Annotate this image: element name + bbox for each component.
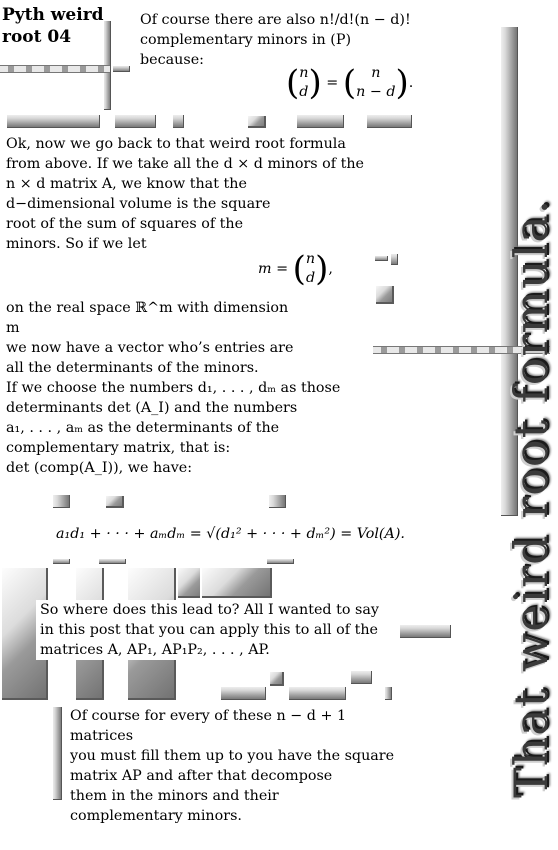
decor-bar (395, 624, 451, 638)
decor-bar (384, 686, 392, 700)
binom-bottom-left: d (299, 84, 309, 100)
decor-bar (112, 65, 130, 72)
decor-bar (52, 558, 70, 564)
decor-bar (98, 558, 126, 564)
decor-block (374, 284, 394, 304)
decor-bar (172, 114, 184, 128)
decor-bar (220, 686, 266, 700)
m-definition: m = (n d), (258, 249, 333, 289)
decor-bar (52, 706, 62, 800)
decor-block (200, 566, 272, 598)
m-tail: , (328, 261, 333, 277)
decor-bar (114, 114, 156, 128)
binom-top-right: n (371, 65, 381, 81)
post-title: Pyth weird root 04 (2, 5, 104, 47)
decor-bar (288, 686, 346, 700)
decor-bar (350, 670, 372, 684)
decor-bar (268, 494, 286, 508)
decor-block (268, 670, 284, 686)
decor-bar (366, 114, 412, 128)
paragraph-determinants: If we choose the numbers d₁, . . . , dₘ as those determinants det (A_I) and the numbers a₁, . . . , aₘ as the determinants of the complementary matrix, that is: det (comp(A_I)), we have: (6, 378, 346, 478)
decor-bar (6, 114, 100, 128)
binom-bottom-right: n − d (356, 84, 396, 100)
decor-bar (374, 255, 388, 261)
paragraph-real-space: on the real space ℝ^m with dimension m we now have a vector who’s entries are all the determinants of the minors. (6, 298, 306, 378)
decor-block (246, 114, 266, 128)
paragraph-weird-root: Ok, now we go back to that weird root formula from above. If we take all the d × d minors of the n × d matrix A, we know that the d−dimensional volume is the square root of the sum of squares of the minors. So if we let (6, 134, 368, 254)
m-binom-top: n (305, 251, 316, 267)
paragraph-fill-square: Of course for every of these n − d + 1 matrices you must fill them up to you have the square matrix AP and after that decompose them in the minors and their complementary minors. (66, 706, 416, 826)
decor-bar (52, 494, 70, 508)
m-lhs: m = (258, 261, 289, 277)
decor-wave (0, 65, 110, 73)
volume-formula: a₁d₁ + · · · + aₘdₘ = √(d₁² + · · · + dₘ²) = Vol(A). (52, 526, 409, 542)
decor-bar (296, 114, 344, 128)
binom-top-left: n (299, 65, 309, 81)
intro-text: Of course there are also n!/d!(n − d)! complementary minors in (P) because: (140, 10, 440, 70)
decor-bar (390, 253, 398, 265)
vertical-title: That weird root formula. (504, 198, 558, 798)
decor-bar (266, 558, 294, 564)
binomial-identity: (n d) = ( n n − d). (286, 63, 414, 103)
paragraph-where-lead: So where does this lead to? All I wanted to say in this post that you can apply this to all of the matrices A, AP₁, AP₁P₂, . . . , AP. (36, 600, 400, 660)
decor-block (104, 494, 124, 508)
m-binom-bottom: d (305, 270, 316, 286)
